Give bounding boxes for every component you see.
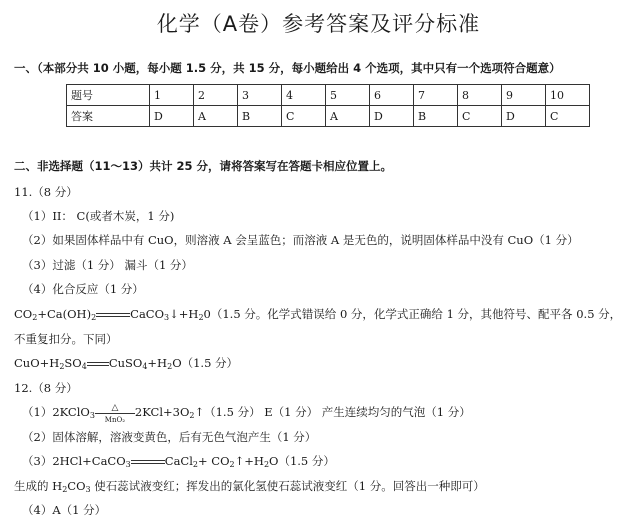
eq-subscript: 4 xyxy=(142,362,148,371)
eq-subscript: 2 xyxy=(192,460,198,469)
table-cell: D xyxy=(502,106,546,127)
table-cell: 3 xyxy=(238,85,282,106)
q12-heading: 12.（8 分） xyxy=(14,381,78,395)
table-row xyxy=(67,106,590,127)
table-cell: 9 xyxy=(502,85,546,106)
eq-part: SO xyxy=(64,356,82,370)
eq-part: + CO xyxy=(198,454,230,468)
eq-subscript: 2 xyxy=(263,460,270,469)
eq-subscript: 3 xyxy=(89,411,95,420)
table-cell: C xyxy=(546,106,590,127)
table-cell: 5 xyxy=(326,85,370,106)
eq-part: ↑（1.5 分） E（1 分） 产生连续均匀的气泡（1 分） xyxy=(194,405,471,419)
eq-subscript: 3 xyxy=(125,460,131,469)
eq-part: ↑+H xyxy=(234,454,264,468)
eq-part: ↓+H xyxy=(169,307,199,321)
eq-subscript: 2 xyxy=(32,313,38,322)
eq-part: （3）2HCl+CaCO xyxy=(22,454,126,468)
eq-subscript: 2 xyxy=(62,485,68,494)
table-cell: C xyxy=(282,106,326,127)
eq-part: +H xyxy=(147,356,168,370)
page-title: 化学（A卷）参考答案及评分标准 xyxy=(156,12,481,36)
eq-part: 0（1.5 分。化学式错误给 0 分，化学式正确给 1 分，其他符号、配平各 0.5 分， xyxy=(203,307,622,321)
eq-subscript: 2 xyxy=(59,362,65,371)
table-cell: 1 xyxy=(150,85,194,106)
q11-answer-2: （2）如果固体样品中有 CuO，则溶液 A 会呈蓝色；而溶液 A 是无色的，说明固体样品中没有 CuO（1 分） xyxy=(22,233,579,247)
table-cell: 2 xyxy=(194,85,238,106)
q11-equation-1 xyxy=(14,306,621,322)
eq-part: （1）2KClO xyxy=(22,405,90,419)
q12-answer-3-note xyxy=(14,478,485,494)
section-2-heading: 二、非选择题（11～13）共计 25 分，请将答案写在答题卡相应位置上。 xyxy=(14,159,393,173)
eq-part: CaCl xyxy=(164,454,193,468)
eq-subscript: 3 xyxy=(164,313,170,322)
eq-subscript: 2 xyxy=(91,313,97,322)
q12-answer-4: （4）A（1 分） xyxy=(22,503,107,517)
table-cell: 6 xyxy=(370,85,414,106)
row-label-question: 题号 xyxy=(67,85,150,106)
table-cell: B xyxy=(414,106,458,127)
q12-answer-3 xyxy=(22,453,335,469)
table-cell: 4 xyxy=(282,85,326,106)
table-cell: C xyxy=(458,106,502,127)
q12-answer-2: （2）固体溶解，溶液变黄色，后有无色气泡产生（1 分） xyxy=(22,430,317,444)
eq-subscript: 2 xyxy=(189,411,195,420)
table-cell: A xyxy=(194,106,238,127)
q11-answer-4: （4）化合反应（1 分） xyxy=(22,282,144,296)
eq-part: CuSO xyxy=(108,356,143,370)
reaction-line xyxy=(95,413,135,414)
eq-part: +Ca(OH) xyxy=(37,307,92,321)
table-cell: A xyxy=(326,106,370,127)
eq-subscript: 4 xyxy=(81,362,87,371)
heat-symbol: △ xyxy=(111,403,119,413)
equals-sign xyxy=(87,359,109,369)
note-part: 使石蕊试液变红；挥发出的氯化氢使石蕊试液变红（1 分。回答出一种即可） xyxy=(90,479,485,493)
table-cell: 10 xyxy=(546,85,590,106)
eq-part: CaCO xyxy=(130,307,165,321)
note-part: 生成的 H xyxy=(14,479,63,493)
eq-subscript: 3 xyxy=(85,485,91,494)
eq-subscript: 2 xyxy=(198,313,204,322)
answer-table xyxy=(66,84,590,127)
eq-part: 2KCl+3O xyxy=(134,405,190,419)
eq-subscript: 2 xyxy=(229,460,235,469)
catalyst-label: MnO₂ xyxy=(104,416,126,424)
table-cell: 7 xyxy=(414,85,458,106)
equals-sign xyxy=(96,310,130,320)
eq-part: O（1.5 分） xyxy=(172,356,239,370)
q12-answer-1 xyxy=(22,403,471,424)
eq-part: CO xyxy=(14,307,33,321)
equals-sign xyxy=(131,457,165,467)
table-cell: B xyxy=(238,106,282,127)
table-cell: D xyxy=(370,106,414,127)
eq-subscript: 2 xyxy=(167,362,173,371)
table-row xyxy=(67,85,590,106)
q11-equation-2 xyxy=(14,355,238,371)
q11-answer-1: （1）II： C(或者木炭，1 分) xyxy=(22,209,175,223)
row-label-answer: 答案 xyxy=(67,106,150,127)
eq-part: O（1.5 分） xyxy=(269,454,335,468)
q11-answer-3: （3）过滤（1 分） 漏斗（1 分） xyxy=(22,258,193,272)
section-1-heading: 一、（本部分共 10 小题，每小题 1.5 分，共 15 分，每小题给出 4 个选项，其中只有一个选项符合题意） xyxy=(14,61,561,75)
q11-heading: 11.（8 分） xyxy=(14,185,78,199)
q11-equation-1-note: 不重复扣分。下同） xyxy=(14,332,118,346)
eq-part: CuO+H xyxy=(14,356,60,370)
table-cell: 8 xyxy=(458,85,502,106)
heating-catalyst-arrow xyxy=(95,403,135,424)
table-cell: D xyxy=(150,106,194,127)
note-part: CO xyxy=(67,479,86,493)
